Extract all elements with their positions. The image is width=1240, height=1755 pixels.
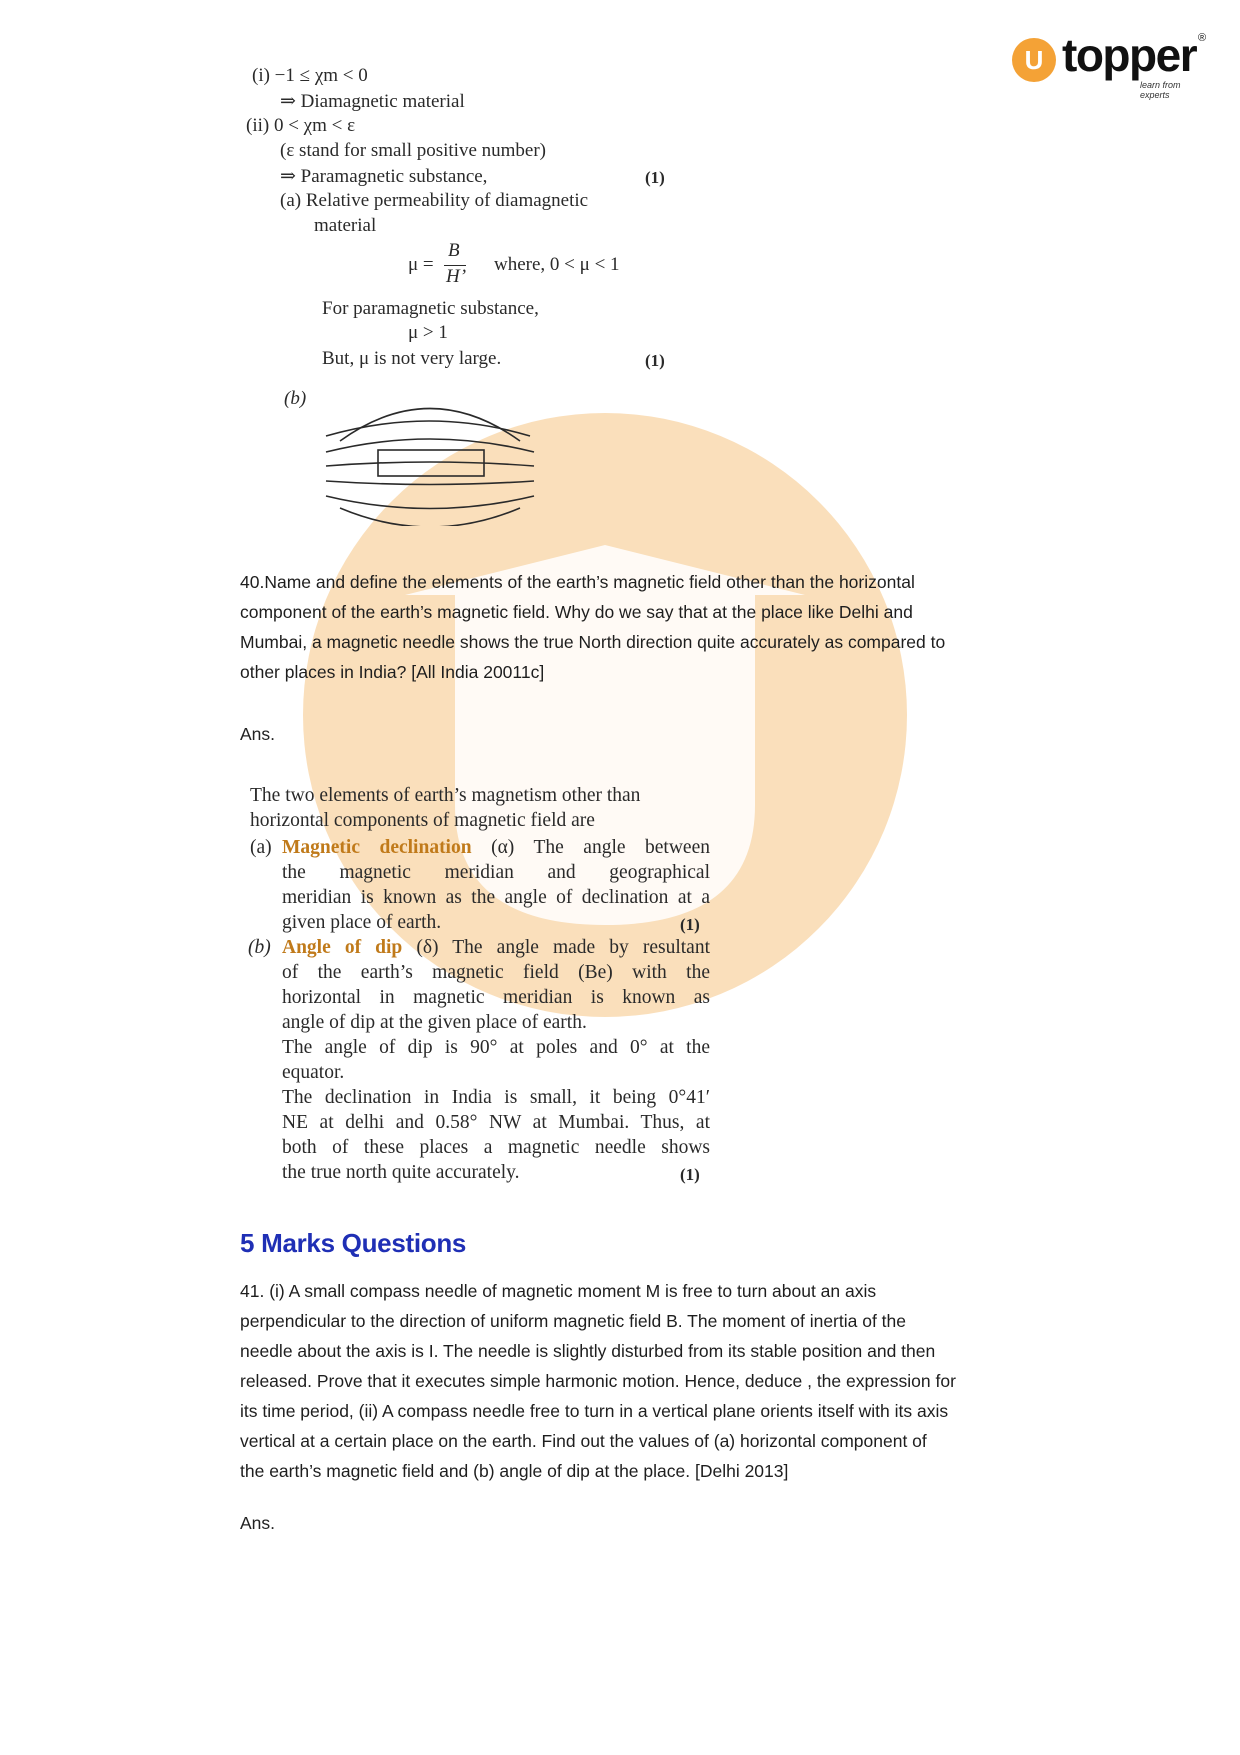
line-epsilon-note: (ε stand for small positive number) <box>280 140 547 161</box>
scan-answer-40 <box>248 784 710 1194</box>
item-b-text-1: The angle made by resultant <box>452 937 710 958</box>
section-heading: 5 Marks Questions <box>240 1228 467 1258</box>
intro-line-1: The two elements of earth’s magnetism other than <box>250 785 641 806</box>
item-b-line-6: equator. <box>282 1062 345 1083</box>
question-41-line-3: needle about the axis is I. The needle is slightly disturbed from its stable position and then <box>240 1341 936 1361</box>
question-41-line-6: vertical at a certain place on the earth. Find out the values of (a) horizontal component of <box>240 1431 927 1451</box>
formula-where: where, 0 < μ < 1 <box>494 254 620 275</box>
logo-registered-mark: ® <box>1198 32 1207 44</box>
label-b: (b) <box>284 388 307 409</box>
line-a: (a) Relative permeability of diamagnetic <box>280 190 589 211</box>
question-41-line-1: 41. (i) A small compass needle of magnetic moment M is free to turn about an axis <box>240 1281 877 1301</box>
question-41 <box>240 1276 1020 1486</box>
question-40-line-3: Mumbai, a magnetic needle shows the true North direction quite accurately as compared to <box>240 632 946 652</box>
question-41-line-5: its time period, (ii) A compass needle free to turn in a vertical plane orients itself with its axis <box>240 1401 949 1421</box>
item-b-line-10: the true north quite accurately. <box>282 1162 520 1183</box>
field-line-7 <box>340 508 520 526</box>
item-a-label: (a) <box>250 837 272 858</box>
item-a-line-2: the magnetic meridian and geographical <box>282 862 710 883</box>
formula-mu <box>408 240 668 290</box>
line-ii: (ii) 0 < χm < ε <box>246 115 356 136</box>
line-i-result: ⇒ Diamagnetic material <box>280 91 465 112</box>
mark-a: (1) <box>680 915 700 934</box>
line-but: But, μ is not very large. <box>322 348 502 369</box>
field-line-1 <box>340 409 520 442</box>
answer-40-label: Ans. <box>240 724 276 744</box>
formula-numerator: B <box>448 240 460 261</box>
field-line-2 <box>326 421 530 436</box>
mark-b: (1) <box>680 1165 700 1184</box>
dip-symbol: (δ) <box>416 937 439 958</box>
intro-line-2: horizontal components of magnetic field are <box>250 809 595 831</box>
line-for-paramagnetic: For paramagnetic substance, <box>322 298 539 319</box>
field-line-5 <box>326 481 534 485</box>
mark-2: (1) <box>645 351 665 370</box>
question-40-line-1: 40.Name and define the elements of the earth’s magnetic field other than the horizontal <box>240 572 915 592</box>
line-material: material <box>314 215 377 236</box>
item-b-line-8: NE at delhi and 0.58° NW at Mumbai. Thus, at <box>282 1112 710 1133</box>
logo-wordmark: topper <box>1062 29 1197 81</box>
item-b-line-1 <box>282 936 710 961</box>
item-b-line-5: The angle of dip is 90° at poles and 0° at the <box>282 1037 710 1058</box>
mark-1: (1) <box>645 168 665 187</box>
item-b-line-4: angle of dip at the given place of earth. <box>282 1012 587 1033</box>
angle-of-dip-term: Angle of dip <box>282 937 403 958</box>
question-40 <box>240 567 1020 687</box>
question-40-line-4: other places in India? [All India 20011c] <box>240 662 545 682</box>
logo-tagline: learn from experts <box>1140 80 1181 100</box>
formula-denominator: H’ <box>446 266 467 287</box>
brand-logo <box>1012 30 1212 100</box>
item-a-line-4: given place of earth. <box>282 912 442 933</box>
field-line-4 <box>326 462 534 466</box>
question-40-line-2: component of the earth’s magnetic field. Why do we say that at the place like Delhi and <box>240 602 913 622</box>
question-41-line-4: released. Prove that it executes simple harmonic motion. Hence, deduce , the expression for <box>240 1371 956 1391</box>
item-b-line-3: horizontal in magnetic meridian is known as <box>282 987 710 1008</box>
item-a-line-3: meridian is known as the angle of declination at a <box>282 887 710 908</box>
item-b-label: (b) <box>248 937 271 958</box>
item-b-line-2: of the earth’s magnetic field (Be) with the <box>282 962 710 983</box>
answer-41-label: Ans. <box>240 1513 276 1533</box>
line-paramagnetic: ⇒ Paramagnetic substance, <box>280 166 488 187</box>
line-mu-greater: μ > 1 <box>408 322 448 343</box>
magnetic-declination-term: Magnetic declination <box>282 837 472 858</box>
question-41-line-2: perpendicular to the direction of uniform magnetic field B. The moment of inertia of the <box>240 1311 907 1331</box>
declination-symbol: (α) <box>491 837 515 858</box>
logo-u-icon: U <box>1012 38 1056 82</box>
item-b-line-9: both of these places a magnetic needle shows <box>282 1137 710 1158</box>
question-41-line-7: the earth’s magnetic field and (b) angle of dip at the place. [Delhi 2013] <box>240 1461 789 1481</box>
item-a-text-1: The angle between <box>533 837 710 858</box>
field-line-6 <box>326 496 534 509</box>
item-a-line-1 <box>282 836 710 861</box>
formula-mu-lhs: μ = <box>408 254 434 275</box>
field-lines-diagram <box>320 396 540 526</box>
scan-answer-39 <box>240 62 680 422</box>
item-b-line-7: The declination in India is small, it being 0°41′ <box>282 1087 710 1108</box>
line-i: (i) −1 ≤ χm < 0 <box>252 65 368 86</box>
